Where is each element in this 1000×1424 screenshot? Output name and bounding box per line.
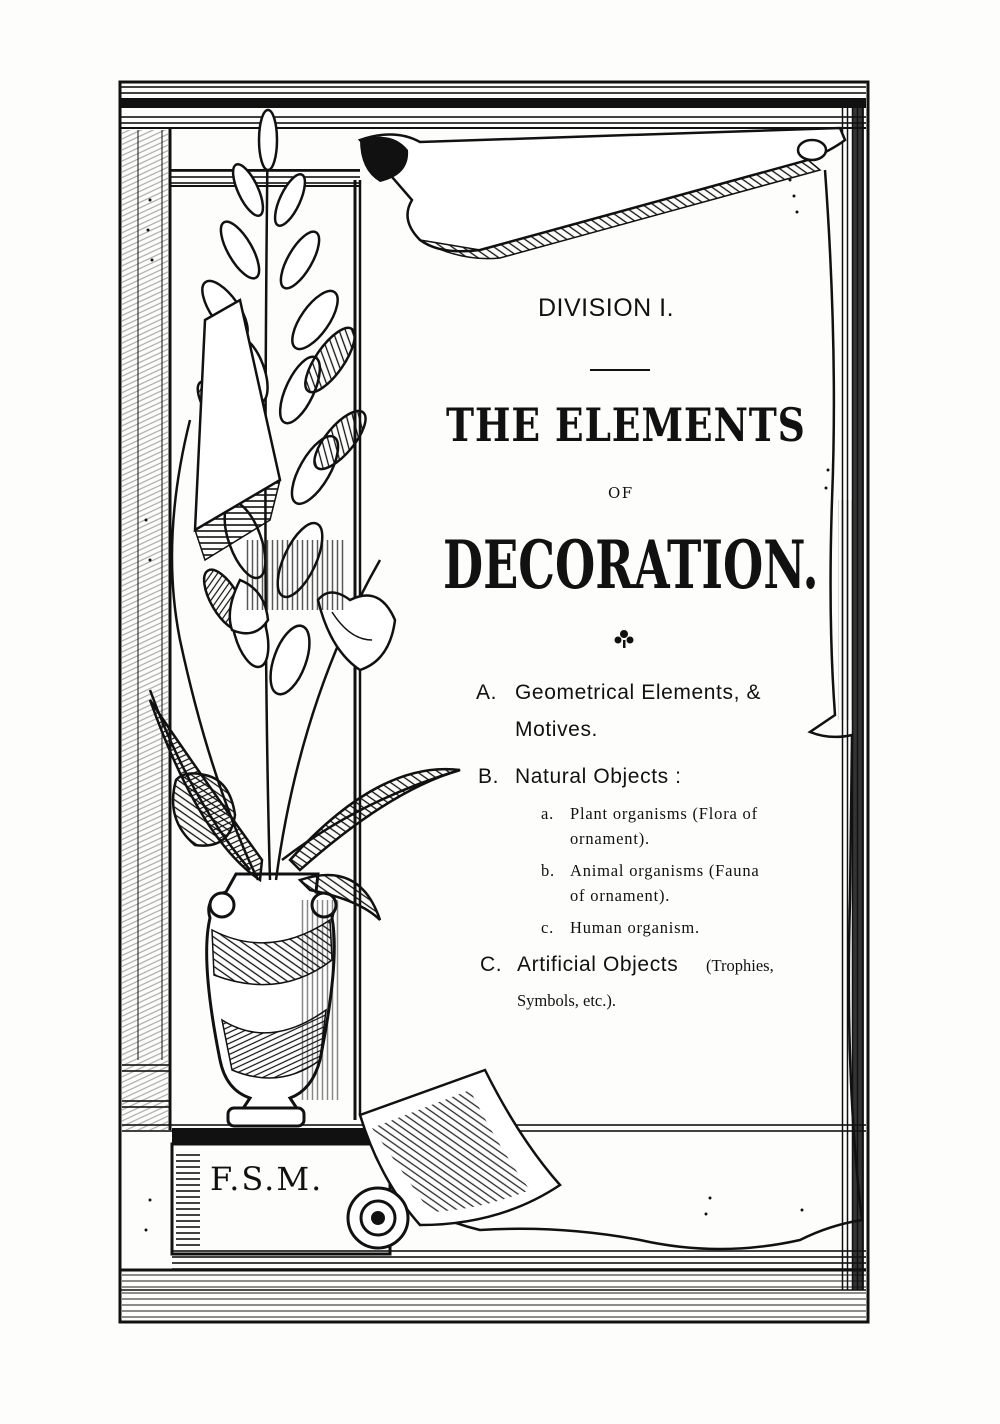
- title-of: OF: [608, 484, 634, 502]
- title-line-1: THE ELEMENTS: [446, 398, 806, 452]
- artist-monogram: F.S.M.: [210, 1160, 324, 1198]
- item-a-text-cont: Motives.: [515, 718, 598, 741]
- item-b-b-text: Animal organisms (Fauna: [570, 861, 760, 880]
- item-b-a-text-cont: ornament).: [570, 829, 650, 848]
- title-line-2: DECORATION.: [443, 526, 819, 604]
- item-c-text: Artificial Objects: [517, 953, 679, 976]
- item-b-b-label: b.: [541, 861, 555, 880]
- item-b-label: B.: [478, 765, 500, 788]
- item-b-c-text: Human organism.: [570, 918, 700, 937]
- item-c-text-small: (Trophies,: [706, 956, 774, 975]
- item-b-text: Natural Objects :: [515, 765, 682, 788]
- item-a-label: A.: [476, 681, 498, 704]
- item-c-text-cont: Symbols, etc.).: [517, 991, 616, 1010]
- item-b-a-label: a.: [541, 804, 555, 823]
- item-b-b-text-cont: of ornament).: [570, 886, 671, 905]
- item-c-label: C.: [480, 953, 503, 976]
- vase: [207, 874, 340, 1126]
- division-heading: DIVISION I.: [538, 294, 675, 322]
- item-b-a-text: Plant organisms (Flora of: [570, 804, 758, 823]
- fleuron-ornament: [615, 630, 634, 648]
- item-a-text: Geometrical Elements, &: [515, 681, 762, 704]
- item-b-c-label: c.: [541, 918, 555, 937]
